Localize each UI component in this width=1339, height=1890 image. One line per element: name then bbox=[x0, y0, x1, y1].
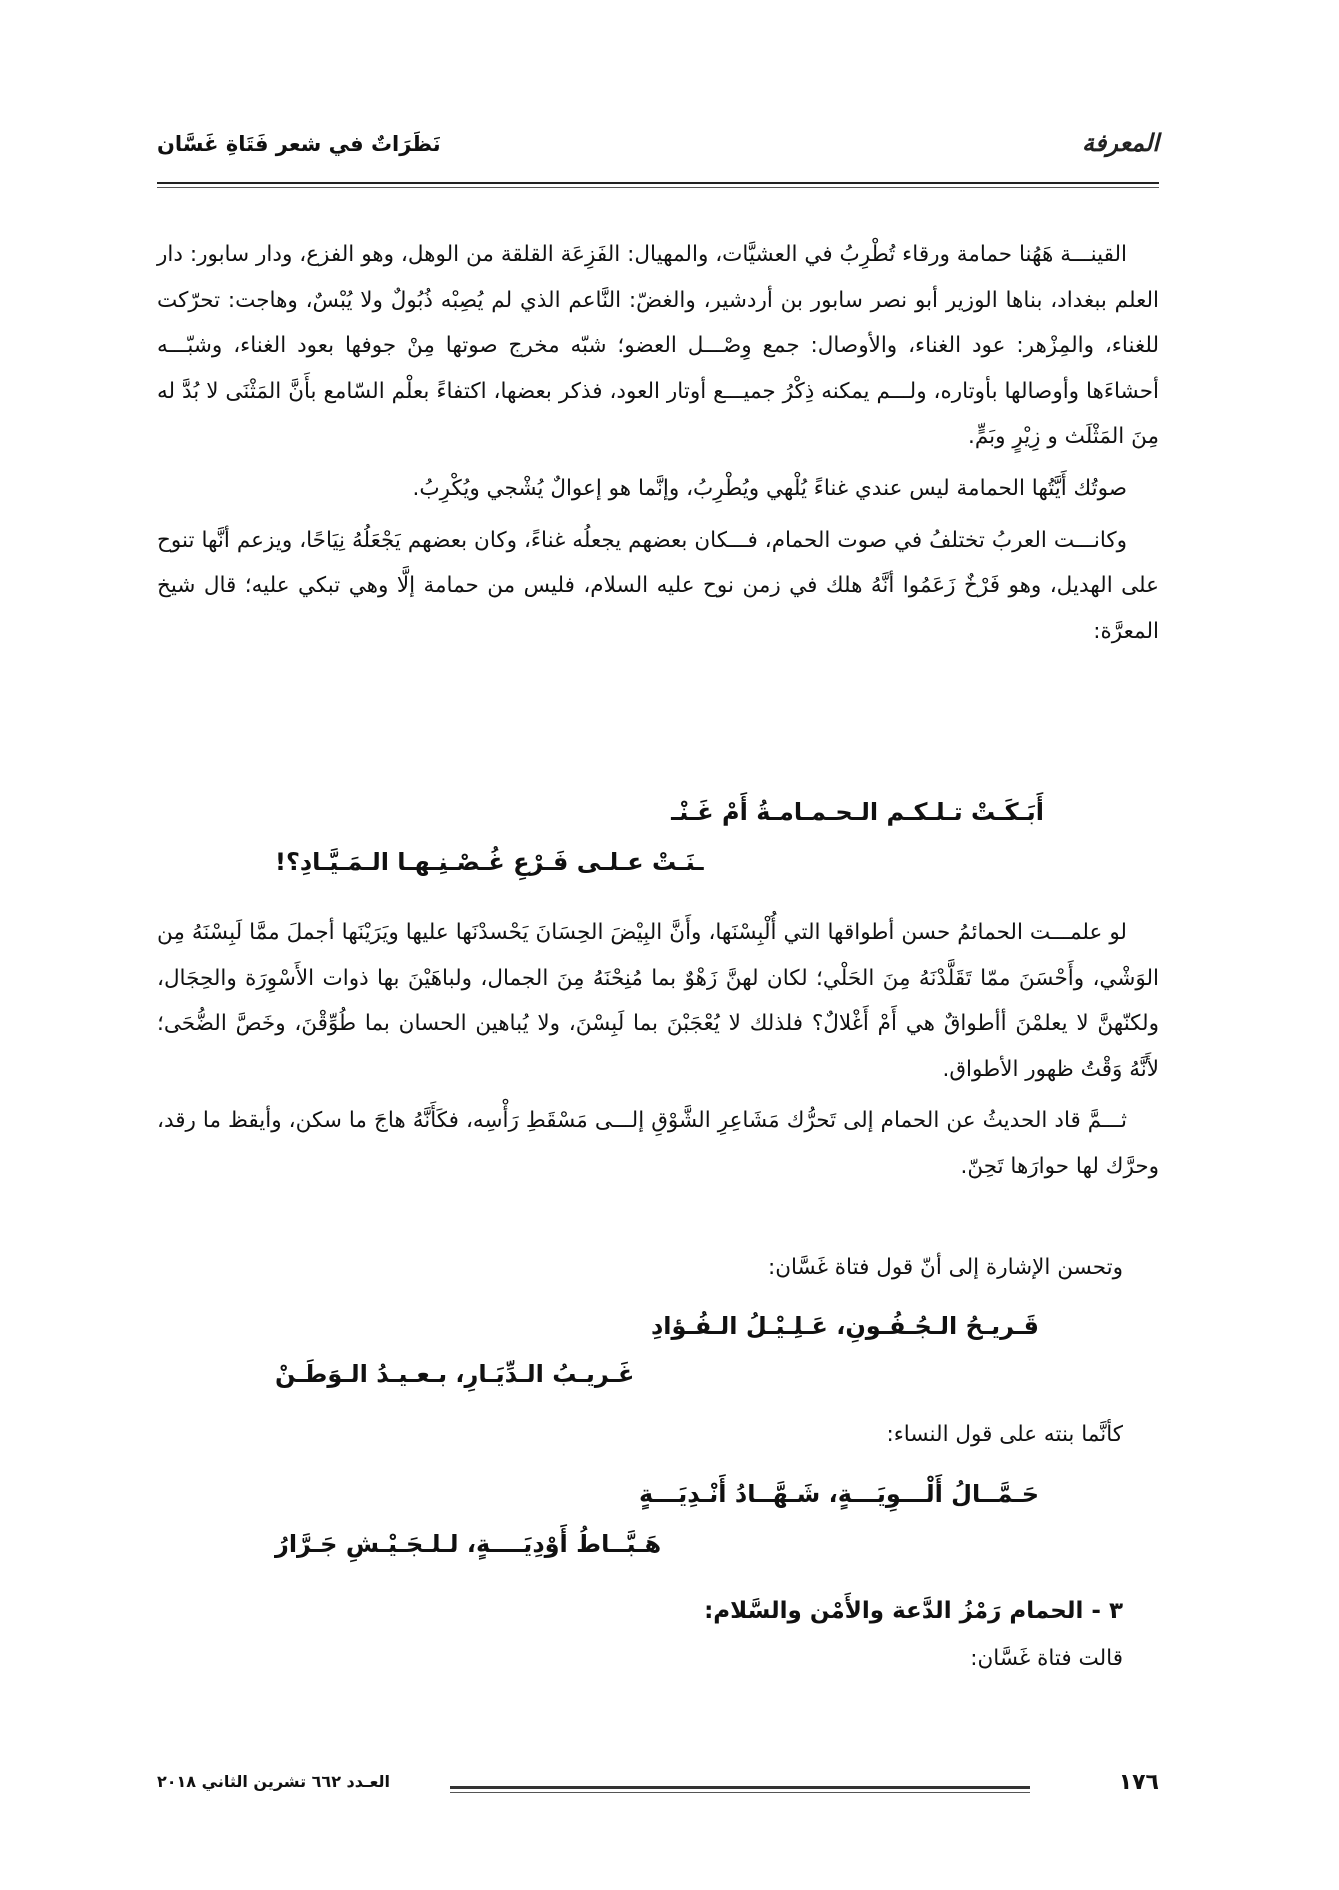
issue-info: العـدد ٦٦٢ تشرين الثاني ٢٠١٨ bbox=[157, 1772, 390, 1791]
header-divider bbox=[157, 182, 1159, 184]
running-title: نَظَرَاتٌ في شعر فَتَاةِ غَسَّان bbox=[157, 132, 441, 156]
paragraph: القينـــة هَهُنا حمامة ورقاء تُطْرِبُ في العشيَّات، والمهيال: الفَزِعَة القلقة من الوهل، وهو الفزع، ودار سابور: دار العلم ببغداد، بناها الوزير أبو نصر سابور بن أردشير، والغضّ: النَّاعم الذي لم يُصِبْه ذُبُولٌ ولا يُبْسٌ، وهاجت: تحرّكت للغناء، والمِزْهر: عود الغناء، والأوصال: جمع وِصْـــل العضو؛ شبّه مخرج صوتها مِنْ جوفها بعود الغناء، وشبّـــه أحشاءَها وأوصالها بأوتاره، ولـــم يمكنه ذِكْرُ جميـــع أوتار العود، فذكر بعضها، اكتفاءً بعلْم السّامع بأَنَّ المَثْنَى لا بُدَّ له مِنَ المَثْلَث و زِيْرٍ وبَمٍّ. bbox=[157, 242, 1159, 450]
footer-divider bbox=[450, 1786, 1030, 1789]
footer-divider-thin bbox=[450, 1792, 1030, 1793]
paragraph: لو علمـــت الحمائمُ حسن أطواقها التي أُلْبِسْنَها، وأَنَّ البِيْضَ الحِسَانَ يَحْسدْنَها عليها ويَرَيْنَها أجملَ ممَّا لَبِسْنَهُ مِن الوَشْي، وأَحْسَنَ ممّا تَقَلَّدْنَهُ مِنَ الحَلْي؛ لكان لهنَّ زَهْوٌ بما مُنِحْنَهُ مِنَ الجمال، ولباهَيْنَ بها ذوات الأَسْوِرَة والحِجَال، ولكنّهنَّ لا يعلمْنَ أأطواقٌ هي أَمْ أَغْلالٌ؟ فلذلك لا يُعْجَبْنَ بما لَبِسْنَ، ولا يُباهين الحسان بما طُوِّقْنَ، وخَصَّ الضُّحَى؛ لأَنَّهُ وَقْتُ ظهور الأطواق. bbox=[157, 920, 1159, 1082]
page-number: ١٧٦ bbox=[1118, 1770, 1159, 1795]
verse2-second-hemistich: غَـريـبُ الـدِّيَـارِ، بـعـيـدُ الـوَطَـنْ bbox=[275, 1360, 635, 1388]
paragraph: وكانـــت العربُ تختلفُ في صوت الحمام، فـــكان بعضهم يجعلُه غناءً، وكان بعضهم يَجْعَلُهُ نِيَاحًا، ويزعم أنَّها تنوح على الهديل، وهو فَرْخٌ زَعَمُوا أنَّهُ هلك في زمن نوح عليه السلام، فليس من حمامة إلَّا وهي تبكي عليه؛ قال شيخ المعرَّة: bbox=[157, 527, 1159, 644]
paragraph: صوتُك أَيَّتُها الحمامة ليس عندي غناءً يُلْهي ويُطْرِبُ، وإنَّما هو إعوالٌ يُشْجي ويُكْرِبُ. bbox=[412, 475, 1127, 501]
paragraph: ثـــمَّ قاد الحديثُ عن الحمام إلى تَحرُّك مَشَاعِرِ الشَّوْقِ إلـــى مَسْقَطِ رَأْسِه، فكَأَنَّهُ هاجَ ما سكن، وأيقظ ما رقد، وحرَّك لها حوارَها تَحِنّ. bbox=[157, 1108, 1159, 1179]
page-header bbox=[157, 128, 1159, 168]
magazine-logo: المعرفة bbox=[1081, 128, 1159, 157]
verse1-second-hemistich: ـنَـتْ عـلـى فَـرْعِ غُـصْـنِـهـا الـمَـيَّـادِ؟! bbox=[275, 848, 704, 876]
intro-line: وتحسن الإشارة إلى أنّ قول فتاة غَسَّان: bbox=[767, 1255, 1123, 1280]
final-line: قالت فتاة غَسَّان: bbox=[970, 1646, 1123, 1671]
body-text-block-2 bbox=[157, 910, 1159, 1190]
verse3-second-hemistich: هَـبَّــاطُ أَوْدِيَــــةٍ، لـلـجَـيْـشِ جَـرَّارُ bbox=[275, 1530, 662, 1558]
verse3-first-hemistich: حَـمَّــالُ أَلْـــوِيَـــةٍ، شَـهَّــادُ أَنْـدِيَـــةٍ bbox=[639, 1480, 1039, 1508]
verse1-first-hemistich: أَبَـكَـتْ تـلـكـم الـحـمـامـةُ أَمْ غَـنْـ bbox=[671, 798, 1044, 826]
header-divider-thin bbox=[157, 187, 1159, 188]
verse2-first-hemistich: قَـريـحُ الـجُـفُـونِ، عَـلِـيْـلُ الـفُـؤادِ bbox=[650, 1312, 1039, 1340]
section-heading: ٣ - الحمام رَمْزُ الدَّعة والأَمْن والسَّلام: bbox=[704, 1598, 1123, 1624]
khansa-intro-line: كأنَّما بنته على قول النساء: bbox=[886, 1422, 1123, 1447]
body-text-block-1 bbox=[157, 232, 1159, 654]
